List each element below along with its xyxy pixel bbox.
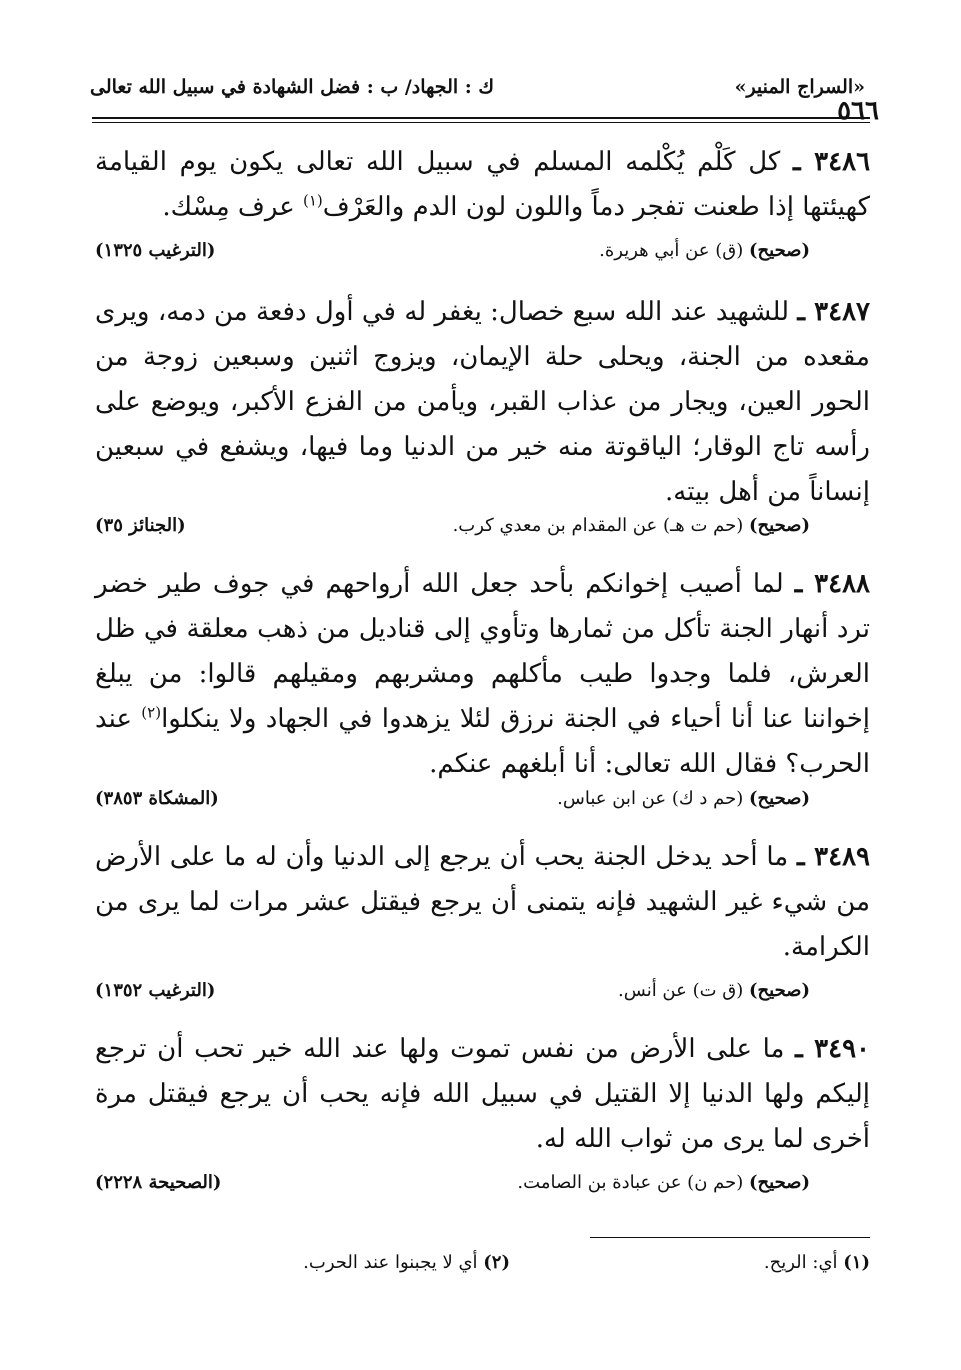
grade-line (599, 240, 810, 261)
narrator: (ق) عن أبي هريرة. (599, 240, 749, 261)
source-reference: (الترغيب ١٣٢٥) (95, 240, 216, 261)
hadith-number: ٣٤٨٦ ـ (793, 147, 871, 177)
source-reference: (الجنائز ٣٥) (95, 515, 186, 536)
hadith-text: كل كَلْم يُكْلمه المسلم في سبيل الله تعالى يكون يوم القيامة كهيئتها إذا طعنت تفجر دماً واللون لون الدم والعَرْف (95, 147, 870, 222)
hadith-number: ٣٤٨٨ ـ (794, 569, 871, 599)
source-reference: (الصحيحة ٢٢٢٨) (95, 1172, 222, 1193)
hadith-text: للشهيد عند الله سبع خصال: يغفر له في أول دفعة من دمه، ويرى مقعده من الجنة، ويحلى حلة الإيمان، ويزوج اثنين وسبعين زوجة من الحور العين، ويجار من عذاب القبر، ويأمن من الفزع الأكبر، ويوضع على رأسه تاج الوقار؛ الياقوتة منه خير من الدنيا وما فيها، ويشفع في سبعين إنساناً من أهل بيته. (95, 297, 870, 507)
grade-line (557, 788, 810, 809)
narrator: (حم ن) عن عبادة بن الصامت. (517, 1172, 749, 1193)
hadith-text: ما على الأرض من نفس تموت ولها عند الله خير تحب أن ترجع إليكم ولها الدنيا إلا القتيل في سبيل الله فإنه يحب أن يرجع فيقتل مرة أخرى لما يرى من ثواب الله له. (95, 1034, 870, 1154)
grade: (صحيح) (749, 788, 810, 809)
footnote-text: أي لا يجبنوا عند الحرب. (303, 1252, 484, 1273)
hadith-entry (95, 562, 870, 787)
source-reference: (المشكاة ٣٨٥٣) (95, 788, 219, 809)
footnote-marker[interactable]: (١) (303, 191, 323, 210)
hadith-reference (95, 515, 810, 545)
hadith-reference (95, 980, 810, 1010)
grade-line (453, 515, 810, 536)
hadith-number: ٣٤٨٩ ـ (797, 842, 871, 872)
grade: (صحيح) (749, 1172, 810, 1193)
hadith-entry (95, 835, 870, 970)
source-reference: (الترغيب ١٣٥٢) (95, 980, 216, 1001)
header-rule (92, 117, 870, 119)
page-number: ٥٦٦ (837, 96, 879, 126)
narrator: (حم د ك) عن ابن عباس. (557, 788, 749, 809)
grade-line (517, 1172, 810, 1193)
hadith-entry (95, 290, 870, 515)
hadith-number: ٣٤٨٧ ـ (797, 297, 871, 327)
hadith-reference (95, 240, 810, 270)
footnote-label: (٢) (483, 1252, 510, 1273)
hadith-reference (95, 788, 810, 818)
chapter-title: ك : الجهاد/ ب : فضل الشهادة في سبيل الله تعالى (90, 76, 495, 98)
hadith-number: ٣٤٩٠ ـ (795, 1034, 871, 1064)
hadith-text: ما أحد يدخل الجنة يحب أن يرجع إلى الدنيا وأن له ما على الأرض من شيء غير الشهيد فإنه يتمنى أن يرجع فيقتل عشر مرات لما يرى من الكرامة. (95, 842, 870, 962)
hadith-text-cont: عرف مِسْك. (162, 192, 303, 222)
grade: (صحيح) (749, 515, 810, 536)
footnote-marker[interactable]: (٢) (141, 703, 162, 722)
narrator: (حم ت هـ) عن المقدام بن معدي كرب. (452, 515, 749, 536)
narrator: (ق ت) عن أنس. (618, 980, 749, 1001)
hadith-text: لما أصيب إخوانكم بأحد جعل الله أرواحهم في جوف طير خضر ترد أنهار الجنة تأكل من ثمارها وتأوي إلى قناديل من ذهب معلقة في ظل العرش، فلما وجدوا طيب مأكلهم ومشربهم ومقيلهم قالوا: من يبلغ إخواننا عنا أنا أحياء في الجنة نرزق لئلا يزهدوا في الجهاد ولا ينكلوا (95, 569, 870, 734)
footnote-label: (١) (843, 1252, 870, 1273)
page-header (90, 68, 875, 108)
hadith-entry (95, 1027, 870, 1162)
footnote (764, 1252, 870, 1273)
book-title: «السراج المنير» (734, 76, 865, 98)
hadith-text-cont: عند الحرب؟ فقال الله تعالى: أنا أبلغهم عنكم. (95, 704, 870, 779)
grade-line (618, 980, 810, 1001)
grade: (صحيح) (749, 980, 810, 1001)
hadith-entry (95, 140, 870, 230)
footnote (303, 1252, 510, 1273)
footnote-rule (590, 1237, 870, 1238)
grade: (صحيح) (749, 240, 810, 261)
header-rule-thin (92, 122, 870, 123)
footnotes (220, 1252, 870, 1286)
hadith-reference (95, 1172, 810, 1202)
footnote-text: أي: الريح. (763, 1252, 844, 1273)
